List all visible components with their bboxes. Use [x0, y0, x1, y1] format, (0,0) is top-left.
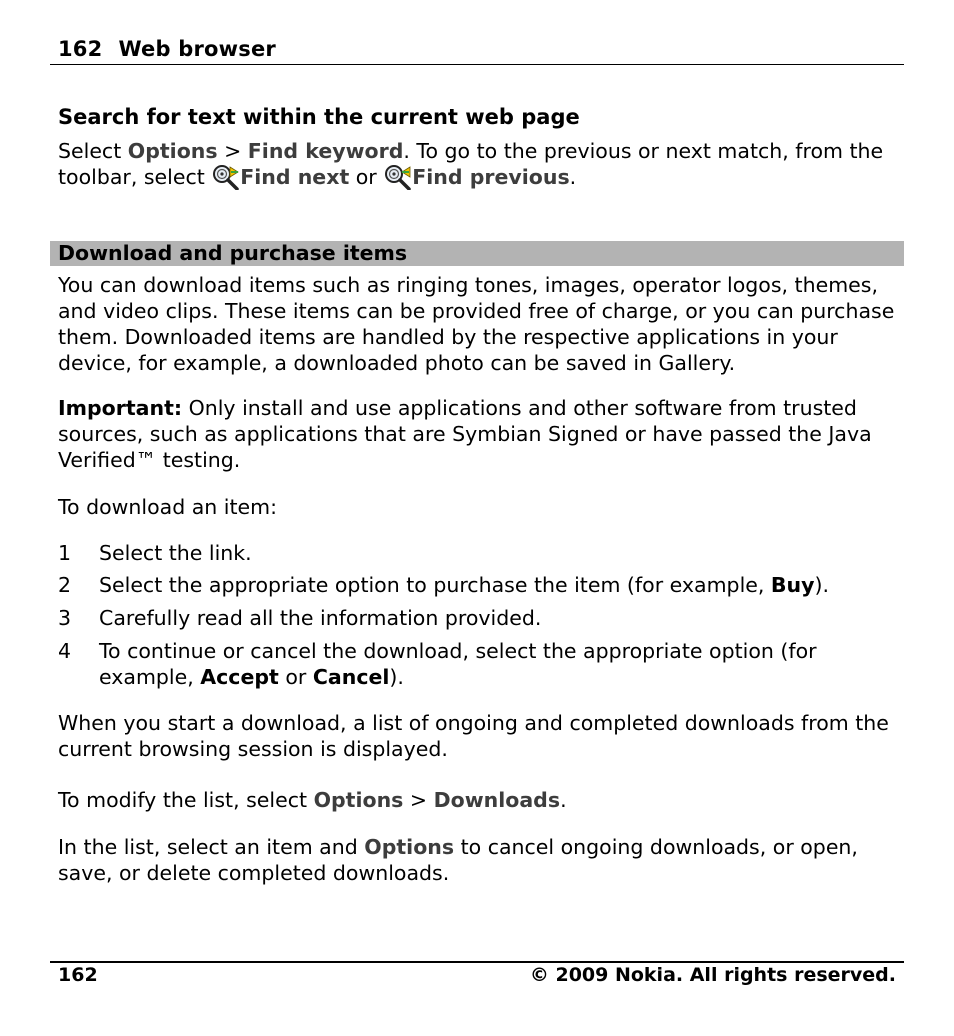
search-paragraph: [58, 138, 904, 190]
step-number: 1: [58, 541, 72, 565]
important-text: Only install and use applications and other software from trusted sources, such as applications that are Symbian Signed or have passed the Java Verified™ testing.: [58, 396, 872, 472]
download-heading: Download and purchase items: [58, 241, 408, 265]
step-text: Select the link.: [99, 541, 252, 565]
text-run: .: [569, 165, 577, 189]
footer-page-number: 162: [58, 964, 98, 986]
downloads-label: Downloads: [433, 788, 561, 812]
text-run: To modify the list, select: [58, 788, 314, 812]
text-run: To continue or cancel the download, select the appropriate option (for example,: [99, 639, 817, 689]
text-run: ).: [389, 665, 404, 689]
step-number: 4: [58, 639, 72, 663]
important-note: [58, 395, 904, 473]
text-run: In the list, select an item and: [58, 835, 365, 859]
text-run: or: [278, 665, 313, 689]
text-run: or: [349, 165, 384, 189]
find-next-label: Find next: [240, 165, 350, 189]
header-title: Web browser: [118, 37, 276, 61]
footer-rule: [50, 961, 904, 963]
cancel-label: Cancel: [312, 665, 390, 689]
text-run: ).: [814, 573, 830, 597]
options-label: Options: [127, 139, 218, 163]
step-number: 3: [58, 606, 72, 630]
step-text: [99, 572, 904, 598]
find-next-icon: [211, 164, 240, 190]
find-keyword-label: Find keyword: [247, 139, 404, 163]
text-run: . To go to the previous or next match, from the toolbar, select: [58, 139, 884, 189]
text-run: .: [560, 788, 567, 812]
find-previous-icon: [383, 164, 412, 190]
text-run: >: [217, 139, 248, 163]
download-list-paragraph: When you start a download, a list of ongoing and completed downloads from the current browsing session is displayed.: [58, 711, 889, 761]
options-label: Options: [364, 835, 455, 859]
header-page-number: 162: [58, 37, 103, 61]
page-header: [58, 37, 276, 61]
download-intro-paragraph: You can download items such as ringing tones, images, operator logos, themes, and video clips. These items can be provided free of charge, or you can purchase them. Downloaded items are handled by the respective applications in your device, for example, a downloaded photo can be saved in Gallery.: [58, 273, 895, 375]
header-rule: [50, 64, 904, 65]
list-options-paragraph: [58, 834, 904, 886]
download-steps-intro: To download an item:: [58, 495, 278, 519]
step-text: Carefully read all the information provided.: [99, 606, 542, 630]
step-number: 2: [58, 573, 72, 597]
options-label: Options: [313, 788, 404, 812]
text-run: to cancel ongoing downloads, or open, save, or delete completed downloads.: [58, 835, 858, 885]
find-previous-label: Find previous: [412, 165, 570, 189]
footer-copyright: © 2009 Nokia. All rights reserved.: [529, 964, 896, 986]
text-run: >: [403, 788, 434, 812]
buy-label: Buy: [770, 573, 815, 597]
important-label: Important:: [58, 396, 183, 420]
modify-list-paragraph: [58, 787, 904, 813]
search-heading: Search for text within the current web page: [58, 105, 580, 129]
text-run: Select: [58, 139, 128, 163]
step-text: [99, 638, 904, 690]
text-run: Select the appropriate option to purchase the item (for example,: [99, 573, 771, 597]
accept-label: Accept: [200, 665, 279, 689]
